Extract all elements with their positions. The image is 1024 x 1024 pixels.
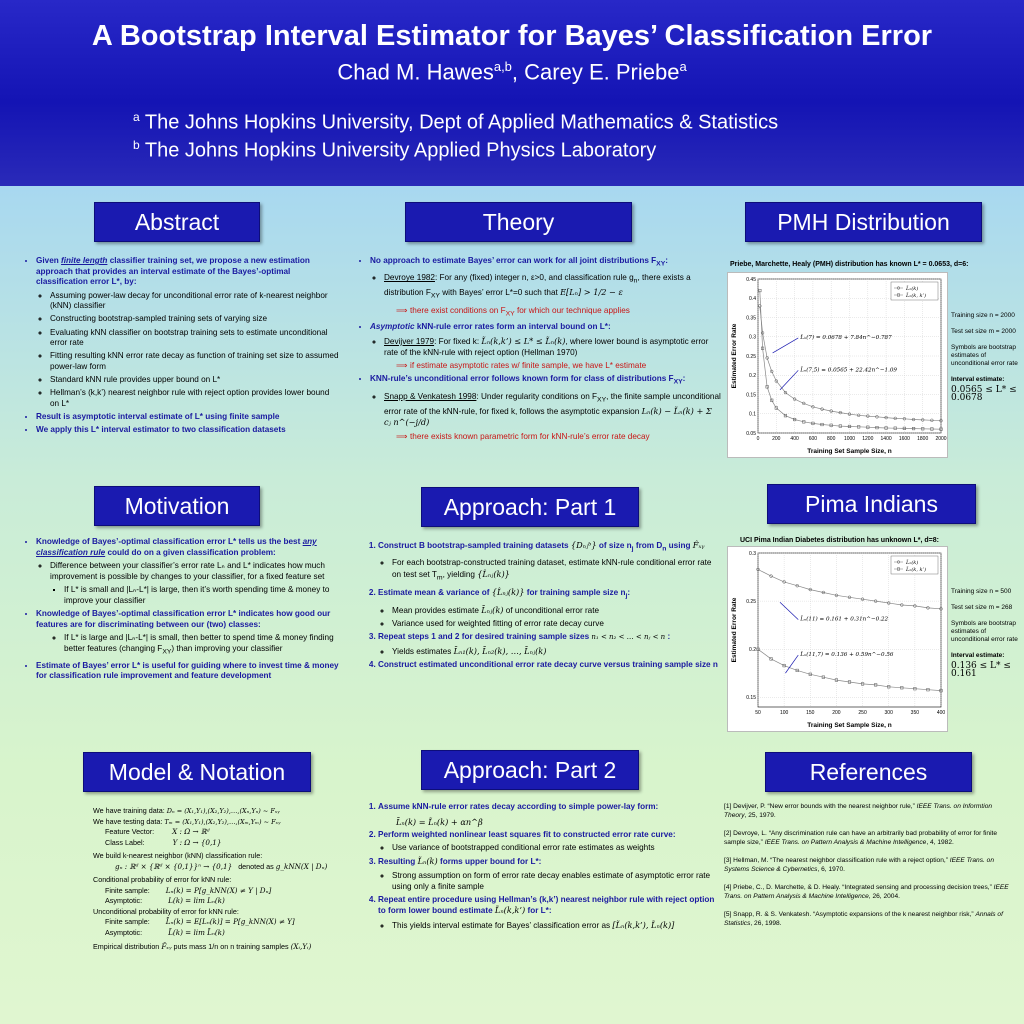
model-l4: Class Label: <box>105 837 145 847</box>
theory-s1b: , there exists a distribution F <box>384 273 691 298</box>
pmh-interval-label: Interval estimate: <box>951 376 1005 383</box>
theory-s1-red-sub: XY <box>505 310 515 318</box>
model-row-5: We build k-nearest neighbor (kNN) classification rule: <box>93 851 263 860</box>
x-tick-label: 150 <box>806 710 815 716</box>
motivation-s2 <box>64 633 340 658</box>
approach2-heading: Approach: Part 2 <box>421 750 639 790</box>
motivation-bullet-1 <box>36 537 340 607</box>
theory-bullet-1 <box>370 256 721 320</box>
theory-s3b: , the finite sample unconditional error rate of the kNN-rule, for fixed k, follows the asymptotic expansion <box>384 391 721 416</box>
model-row-3 <box>105 827 355 838</box>
affil-b-mark: b <box>133 138 140 152</box>
theory-s3-red: there exists known parametric form for kNN-rule’s error rate decay <box>410 431 650 441</box>
abstract-sublist <box>36 291 340 409</box>
pmh-training-size: Training size n = 2000 <box>951 312 1015 319</box>
theory-s3a: : Under regularity conditions on F <box>476 391 598 401</box>
model-m11: L̃(k) = lim L̄ₙ(k) <box>168 927 225 937</box>
motivation-bullet-2 <box>36 609 340 658</box>
x-tick-label: 800 <box>827 436 836 442</box>
approach2-step-2 <box>378 830 722 854</box>
model-row-1 <box>93 806 355 817</box>
pima-interval-label: Interval estimate: <box>951 652 1005 659</box>
abstract-item-6: ◦ Hellman’s (k,k’) nearest neighbor rule with reject option provides lower bound on L* <box>50 388 340 409</box>
theory-devijver <box>384 336 721 372</box>
pima-interval: 0.136 ≤ L* ≤ 0.161 <box>951 661 1011 679</box>
reference-3 <box>724 856 1014 874</box>
pima-chart-frame <box>727 546 948 732</box>
ref-3-post: , 6, 1970. <box>817 866 845 873</box>
model-l5b: denoted as <box>238 861 274 871</box>
pmh-heading: PMH Distribution <box>745 202 982 242</box>
motivation-b1: Knowledge of Bayes’-optimal classification error L* tells us the best <box>36 537 303 546</box>
model-l3: Feature Vector: <box>105 827 155 836</box>
a1-i2c: : <box>627 587 631 597</box>
legend-label: L̄ₙ(k) <box>906 559 919 566</box>
abstract-item-5: ◦ Standard kNN rule provides upper bound on L* <box>50 375 340 386</box>
ref-3-pre: [3] Hellman, M. “The nearest neighbor classification rule with a reject option,” <box>724 857 950 864</box>
y-tick-label: 0.1 <box>749 411 756 418</box>
model-m4: Y : Ω → {0,1} <box>172 837 222 847</box>
model-m12b: (Xᵢ,Yᵢ) <box>290 942 312 951</box>
pima-training-size: Training size n = 500 <box>951 588 1012 595</box>
x-tick-label: 250 <box>858 710 867 716</box>
model-l8: Asymptotic: <box>105 896 143 905</box>
theory-s3-math: Lₙ(k) − L̃ₙ(k) + Σ cⱼ n^(−j/d) <box>384 405 712 428</box>
abstract-p1b: finite length <box>61 256 108 265</box>
model-row-2 <box>93 817 355 828</box>
legend-label: L̄ₙ(k, k’) <box>906 292 927 299</box>
theory-s1-sub: n <box>633 277 638 285</box>
ref-1-pre: [1] Devijver, P. “New error bounds with the nearest neighbor rule,” <box>724 803 917 810</box>
pmh-chart <box>728 273 947 457</box>
theory-sub-2 <box>370 336 721 372</box>
a2-i3b: forms upper bound for L*: <box>437 857 542 867</box>
theory-bullet-3 <box>370 374 721 442</box>
a1-s2-1a: Mean provides estimate <box>392 605 482 615</box>
x-tick-label: 400 <box>936 710 946 716</box>
y-axis-label: Estimated Error Rate <box>731 597 738 663</box>
annotation-label: L̃ₙ(7,5) = 0.0565 + 22.42n^−1.09 <box>800 367 898 374</box>
a1-s1-math: {L̂ₙⱼ(k)} <box>477 568 510 579</box>
theory-devroye <box>384 273 721 320</box>
a1-s1 <box>392 558 722 584</box>
author-1-affil: a,b <box>493 59 512 74</box>
model-m2: Tₘ = (X₁,Y₁),(X₂,Y₂),…,(Xₘ,Yₘ) ~ Fₓᵧ <box>164 817 281 826</box>
a1-i2-sub: j <box>625 592 628 600</box>
pmh-interval: 0.0565 ≤ L* ≤ 0.0678 <box>951 385 1017 403</box>
a1-s3-math: L̄ₙ₁(k), L̄ₙ₂(k), …, L̄ₙⱼ(k) <box>453 645 547 656</box>
a1-s1-text2: , yielding <box>442 569 478 579</box>
theory-s2a: : For fixed k: <box>434 337 482 347</box>
a2-i2: Perform weighted nonlinear least squares fit to constructed error rate curve: <box>378 829 676 839</box>
affil-a-mark: a <box>133 110 140 124</box>
y-tick-label: 0.25 <box>746 598 756 605</box>
theory-b1-sub: XY <box>656 260 666 268</box>
x-tick-label: 1000 <box>843 436 856 442</box>
reference-1 <box>724 802 1014 820</box>
affil-b-text: The Johns Hopkins University Applied Physics Laboratory <box>139 139 657 162</box>
abstract-body <box>22 256 340 438</box>
approach2-step-4 <box>378 895 722 932</box>
abstract-bullet-3: • We apply this L* interval estimator to two classification datasets <box>36 425 340 436</box>
ref-1-post: , 25, 1979. <box>744 812 776 819</box>
pima-test-size: Test set size m = 268 <box>951 604 1013 611</box>
x-tick-label: 1800 <box>917 436 929 442</box>
affil-a-text: The Johns Hopkins University, Dept of Applied Mathematics & Statistics <box>139 111 779 134</box>
theory-heading: Theory <box>405 202 632 242</box>
model-heading: Model & Notation <box>83 752 311 792</box>
pima-side-notes <box>951 588 1021 686</box>
model-row-6: Conditional probability of error for kNN rule: <box>93 875 232 884</box>
author-2: , Carey E. Priebe <box>511 59 680 85</box>
model-m5b: g_kNN(X | Dₙ) <box>275 861 328 871</box>
motivation-sub-1a <box>50 585 340 606</box>
model-row-12 <box>93 942 355 953</box>
pmh-symbols-note: Symbols are bootstrap estimates of unconditional error rate <box>951 344 1018 367</box>
abstract-item-1: ◦ Assuming power-law decay for unconditional error rate of k-nearest neighbor (kNN) classifier <box>50 291 340 312</box>
a1-s3 <box>392 646 722 658</box>
reference-2 <box>724 829 1014 847</box>
motivation-s1-text: Difference between your classifier’s error rate Lₙ and L* indicates how much improvement is possible by changes to your classifier, for a fixed feature set <box>50 561 325 581</box>
author-2-affil: a <box>679 59 687 74</box>
theory-s2-red: if estimate asymptotic rates w/ finite sample, we have L* estimate <box>410 361 647 371</box>
model-l2: We have testing data: <box>93 816 163 826</box>
ref-3-journal: IEEE Trans. on Systems Science & Cybernetics <box>724 857 994 873</box>
a2-s3: ◦ Strong assumption on form of error rate decay enables estimate of asymptotic error rate using only a finite sample <box>392 871 722 892</box>
theory-s1-sub2: XY <box>430 293 440 301</box>
theory-bullet-2 <box>370 322 721 371</box>
approach1-step-4: 4. Construct estimated unconditional error rate decay curve versus training sample size n <box>378 660 722 671</box>
pima-symbols-note: Symbols are bootstrap estimates of unconditional error rate <box>951 620 1018 643</box>
a1-i2m: {L̂ₙⱼ(k)} <box>491 586 525 597</box>
approach2-body <box>362 802 722 934</box>
motivation-b1-end: could do on a given classification problem: <box>105 547 276 557</box>
theory-s2-math: L̃ₙ(k,k’) ≤ L* ≤ L̃ₙ(k) <box>481 336 566 347</box>
poster-header <box>0 0 1024 186</box>
abstract-item-2: ◦ Constructing bootstrap-sampled training sets of varying size <box>50 314 340 325</box>
ref-4-post: , 26, 2004. <box>868 893 900 900</box>
pima-chart <box>728 547 947 731</box>
x-tick-label: 400 <box>790 436 799 442</box>
a2-i4m: L̃ₙ(k,k’) <box>494 905 526 916</box>
plot-area <box>758 553 941 707</box>
model-m3: X : Ω → ℝᵈ <box>172 827 210 836</box>
x-tick-label: 0 <box>756 436 760 442</box>
a1-s2-1 <box>392 605 722 617</box>
x-tick-label: 200 <box>772 436 781 442</box>
theory-body <box>356 256 721 445</box>
theory-s3-sub: XY <box>597 396 607 404</box>
approach2-step-1 <box>378 802 722 827</box>
abstract-heading: Abstract <box>94 202 260 242</box>
ref-5-post: , 26, 1998. <box>750 920 782 927</box>
abstract-item-4: ◦ Fitting resulting kNN error rate decay as function of training set size to assumed power-law form <box>50 351 340 372</box>
a1-sub-1 <box>378 558 722 584</box>
theory-s3-ref: Snapp & Venkatesh 1998 <box>384 391 477 401</box>
x-tick-label: 2000 <box>935 436 947 442</box>
theory-s1-implication: ⟹ there exist conditions on $F_{XY}$ for which our technique applies <box>396 305 630 318</box>
author-1: Chad M. Hawes <box>337 59 494 85</box>
y-tick-label: 0.2 <box>749 647 756 654</box>
theory-b3-end: : <box>682 374 686 384</box>
y-tick-label: 0.45 <box>746 276 756 283</box>
pima-heading: Pima Indians <box>767 484 976 524</box>
model-row-11 <box>105 928 355 939</box>
y-tick-label: 0.35 <box>746 315 756 322</box>
ref-2-journal: IEEE Trans. on Pattern Analysis & Machine Intelligence <box>764 839 927 846</box>
theory-s2-implication: ⟹ if estimate asymptotic rates w/ finite sample, we have L* estimate <box>396 361 647 371</box>
theory-b3-sub: XY <box>673 378 683 386</box>
a1-i1-sub2: n <box>662 545 667 553</box>
theory-s1-ref: Devroye 1982 <box>384 273 435 283</box>
a1-s1-text: For each bootstrap-constructed training dataset, estimate kNN-rule conditional error rate on test set T <box>392 558 712 579</box>
a2-i1-math: L̄ₙ(k) = L̃ₙ(k) + αn^β <box>396 816 483 827</box>
model-m10: L̄ₙ(k) = E[Lₙ(k)] = P[g_kNN(X) ≠ Y] <box>165 917 295 926</box>
theory-b2a: Asymptotic <box>370 322 415 332</box>
a2-sub-2 <box>378 843 722 854</box>
x-tick-label: 300 <box>884 710 893 716</box>
model-body <box>93 806 355 953</box>
a2-i3a: Resulting <box>378 857 418 867</box>
y-axis-label: Estimated Error Rate <box>731 323 738 389</box>
model-l10: Finite sample: <box>105 917 150 926</box>
a1-i1-sub: j <box>631 545 634 553</box>
model-l1: We have training data: <box>93 806 165 815</box>
theory-s2b: , where lower bound is asymptotic error rate of the kNN-rule with reject option (Hellman 1970) <box>384 337 709 357</box>
a1-s2-1m: L̄ₙⱼ(k) <box>481 604 504 615</box>
legend-label: L̄ₙ(k, k’) <box>906 566 927 573</box>
y-tick-label: 0.15 <box>746 695 756 702</box>
motivation-heading: Motivation <box>94 486 260 526</box>
model-m1: Dₙ = (X₁,Y₁),(X₂,Y₂),…,(Xₙ,Yₙ) ~ Fₓᵧ <box>166 807 280 815</box>
authors <box>0 59 1024 85</box>
a1-i3m: n₁ < n₂ < … < nⱼ < n <box>591 632 666 641</box>
a2-i3m: L̃ₙ(k) <box>417 856 438 867</box>
motivation-s1 <box>50 561 340 606</box>
a2-i4a: Repeat entire procedure using Hellman’s (k,k’) nearest neighbor rule with reject option to form lower bound estimate <box>378 894 715 916</box>
a1-i1d: using <box>666 541 693 550</box>
pmh-chart-frame <box>727 272 948 458</box>
theory-b1: No approach to estimate Bayes’ error can work for all joint distributions F <box>370 256 657 265</box>
theory-s1a: : For any (fixed) integer n, ε>0, and classification rule g <box>434 273 634 283</box>
model-l12b: puts mass 1/n on n training samples <box>171 942 291 951</box>
y-tick-label: 0.4 <box>749 296 756 303</box>
motivation-sub-2 <box>36 633 340 658</box>
x-tick-label: 1200 <box>862 436 874 442</box>
ref-1-journal: IEEE Trans. on Informtion Theory <box>724 803 993 819</box>
model-row-7 <box>105 886 355 897</box>
a2-sub-4 <box>378 920 722 932</box>
y-tick-label: 0.2 <box>749 373 756 380</box>
a1-i2b: for training sample size n <box>524 587 626 597</box>
x-tick-label: 200 <box>832 710 841 716</box>
approach1-step-1 <box>378 540 722 584</box>
a1-i3a: Repeat steps 1 and 2 for desired training sample sizes <box>378 631 592 641</box>
motivation-s2-sub: XY <box>162 648 172 656</box>
model-l7: Finite sample: <box>105 885 150 895</box>
a1-i1c: from D <box>633 541 663 550</box>
motivation-b1-em: any classification rule <box>36 537 317 557</box>
theory-s1-red-end: for which our technique applies <box>514 305 630 315</box>
x-axis-label: Training Set Sample Size, n <box>807 448 892 455</box>
model-row-9: Unconditional probability of error for kNN rule: <box>93 906 239 916</box>
a2-s4-math: [L̃ₙ(k,k’), L̃ₙ(k)] <box>612 919 675 930</box>
model-m12: F̂ₓᵧ <box>161 942 172 951</box>
y-tick-label: 0.3 <box>749 550 756 557</box>
model-l12a: Empirical distribution <box>93 942 162 951</box>
theory-b1-end: : <box>665 256 669 265</box>
motivation-sub-1 <box>36 561 340 606</box>
approach2-step-3 <box>378 856 722 892</box>
abstract-bullet-2: • Result is asymptotic interval estimate of L* using finite sample <box>36 412 340 423</box>
approach1-step-3 <box>378 632 722 657</box>
a1-s1-sub: m <box>436 574 443 582</box>
a2-i1: Assume kNN-rule error rates decay according to simple power-lay form: <box>378 802 659 811</box>
ref-4-journal: IEEE Trans. on Pattern Analysis & Machine Intelligence <box>724 884 1009 900</box>
a2-sub-3 <box>378 871 722 892</box>
model-m8: L(k) = lim Lₙ(k) <box>168 896 225 905</box>
pima-caption: UCI Pima Indian Diabetes distribution has unknown L*, d=8: <box>740 537 939 544</box>
a2-s2: ◦ Use variance of bootstrapped conditional error rate estimates as weights <box>392 843 722 854</box>
abstract-p1c: classifier training set, we propose a new estimation approach that provides an interval estimate of the Bayes’-optimal classification error L*, by: <box>36 256 310 287</box>
poster-title: A Bootstrap Interval Estimator for Bayes’ Classification Error <box>91 20 933 52</box>
model-row-4 <box>105 838 355 849</box>
theory-s1c: with Bayes’ error L*=0 such that <box>439 288 561 298</box>
affiliation-a <box>133 110 778 135</box>
x-tick-label: 600 <box>808 436 818 442</box>
theory-b2b: kNN-rule error rates form an interval bound on L*: <box>414 322 611 332</box>
reference-4 <box>724 883 1014 901</box>
affiliation-b <box>133 138 656 163</box>
a2-s4-text: This yields interval estimate for Bayes’ classification error as <box>392 920 613 930</box>
x-tick-label: 350 <box>910 710 920 716</box>
theory-s3-implication: ⟹ there exists known parametric form for kNN-rule’s error rate decay <box>396 431 650 441</box>
a1-i1m: {Dₙⱼᵇ} <box>570 540 597 550</box>
a1-s2-2: ◦ Variance used for weighted fitting of error rate decay curve <box>392 619 722 630</box>
a2-s4 <box>392 920 722 932</box>
model-l11: Asymptotic: <box>105 927 143 937</box>
ref-5-journal: Annals of Statistics <box>724 911 1003 927</box>
model-row-8 <box>105 896 355 907</box>
references-body <box>724 802 1014 937</box>
theory-sub-1 <box>370 273 721 320</box>
annotation-label: L̃ₙ(11) = 0.161 + 0.31n^−0.22 <box>800 616 889 623</box>
motivation-bullet-3: • Estimate of Bayes’ error L* is useful for guiding where to invest time & money for classification rule improvement and feature development <box>36 661 340 682</box>
x-tick-label: 1400 <box>880 436 892 442</box>
motivation-s1a: ▪ If L* is small and |Lₙ-L*| is large, then it’s worth spending time & money to improve your classifier <box>64 585 340 606</box>
approach1-step-2 <box>378 587 722 630</box>
abstract-bullet-1 <box>36 256 340 409</box>
model-m5: gₙ : ℝᵈ × {ℝᵈ × {0,1}}ⁿ → {0,1} <box>115 861 233 871</box>
y-tick-label: 0.15 <box>746 392 756 399</box>
ref-2-post: , 4, 1982. <box>926 839 954 846</box>
a1-i1m2: F̂ₓᵧ <box>692 540 705 550</box>
motivation-body <box>22 537 340 684</box>
motivation-s2a: If L* is large and |Lₙ-L*| is small, then better to spend time & money finding better features (changing F <box>64 633 334 653</box>
pmh-test-size: Test set size m = 2000 <box>951 328 1016 335</box>
a1-i3b: : <box>665 631 671 641</box>
motivation-s2b: ) than improving your classifier <box>171 643 283 653</box>
model-m7: Lₙ(k) = P[g_kNN(X) ≠ Y | Dₙ] <box>165 885 272 895</box>
theory-s1-math: E[Lₙ] > 1/2 − ε <box>560 287 623 298</box>
a1-sub-2 <box>378 605 722 630</box>
a1-i2a: Estimate mean & variance of <box>378 587 492 597</box>
theory-b3: KNN-rule’s unconditional error follows known form for class of distributions F <box>370 374 674 384</box>
theory-snapp <box>384 392 721 443</box>
annotation-label: L̃ₙ(11,7) = 0.136 + 0.59n^−0.56 <box>800 652 894 659</box>
ref-2-pre: [2] Devroye, L. “Any discrimination rule can have an arbitrarily bad probability of error for finite sample size,” <box>724 830 998 846</box>
y-tick-label: 0.3 <box>749 334 756 341</box>
abstract-p1a: Given <box>36 256 62 265</box>
y-tick-label: 0.25 <box>746 353 756 360</box>
motivation-b2: Knowledge of Bayes’-optimal classification error L* indicates how good our features are for discriminating between our (two) classes: <box>36 609 331 629</box>
theory-s1-red: there exist conditions on F <box>410 305 506 315</box>
approach1-body <box>362 540 722 673</box>
a1-i1a: Construct B bootstrap-sampled training datasets <box>378 541 571 550</box>
annotation-label: L̃ₙ(7) = 0.0678 + 7.84n^−0.787 <box>800 334 892 341</box>
legend-label: L̄ₙ(k) <box>906 285 919 292</box>
x-tick-label: 1600 <box>898 436 910 442</box>
theory-s2-ref: Devijver 1979 <box>384 337 435 347</box>
a1-sub-3 <box>378 646 722 658</box>
pmh-side-notes <box>951 312 1021 410</box>
y-tick-label: 0.05 <box>746 430 756 437</box>
x-tick-label: 50 <box>755 710 761 716</box>
ref-5-pre: [5] Snapp, R. & S. Venkatesh. “Asymptotic expansions of the k nearest neighbor risk,” <box>724 911 976 918</box>
approach1-heading: Approach: Part 1 <box>421 487 639 527</box>
ref-4-pre: [4] Priebe, C., D. Marchette, & D. Healy. “Integrated sensing and processing decision trees,” <box>724 884 994 891</box>
reference-5 <box>724 910 1014 928</box>
x-axis-label: Training Set Sample Size, n <box>807 722 892 729</box>
model-row-10 <box>105 917 355 928</box>
abstract-item-3: ◦ Evaluating kNN classifier on bootstrap training sets to estimate unconditional error rate <box>50 328 340 349</box>
references-heading: References <box>765 752 972 792</box>
theory-sub-3 <box>370 392 721 443</box>
a1-s3-text: Yields estimates <box>392 646 454 656</box>
a2-i4b: for L*: <box>525 906 552 916</box>
a1-s2-1b: of unconditional error rate <box>503 605 600 615</box>
a1-i1b: of size n <box>596 541 632 550</box>
x-tick-label: 100 <box>779 710 789 716</box>
pmh-caption: Priebe, Marchette, Healy (PMH) distribution has known L* = 0.0653, d=6: <box>730 261 969 268</box>
model-row-5b <box>115 862 355 873</box>
